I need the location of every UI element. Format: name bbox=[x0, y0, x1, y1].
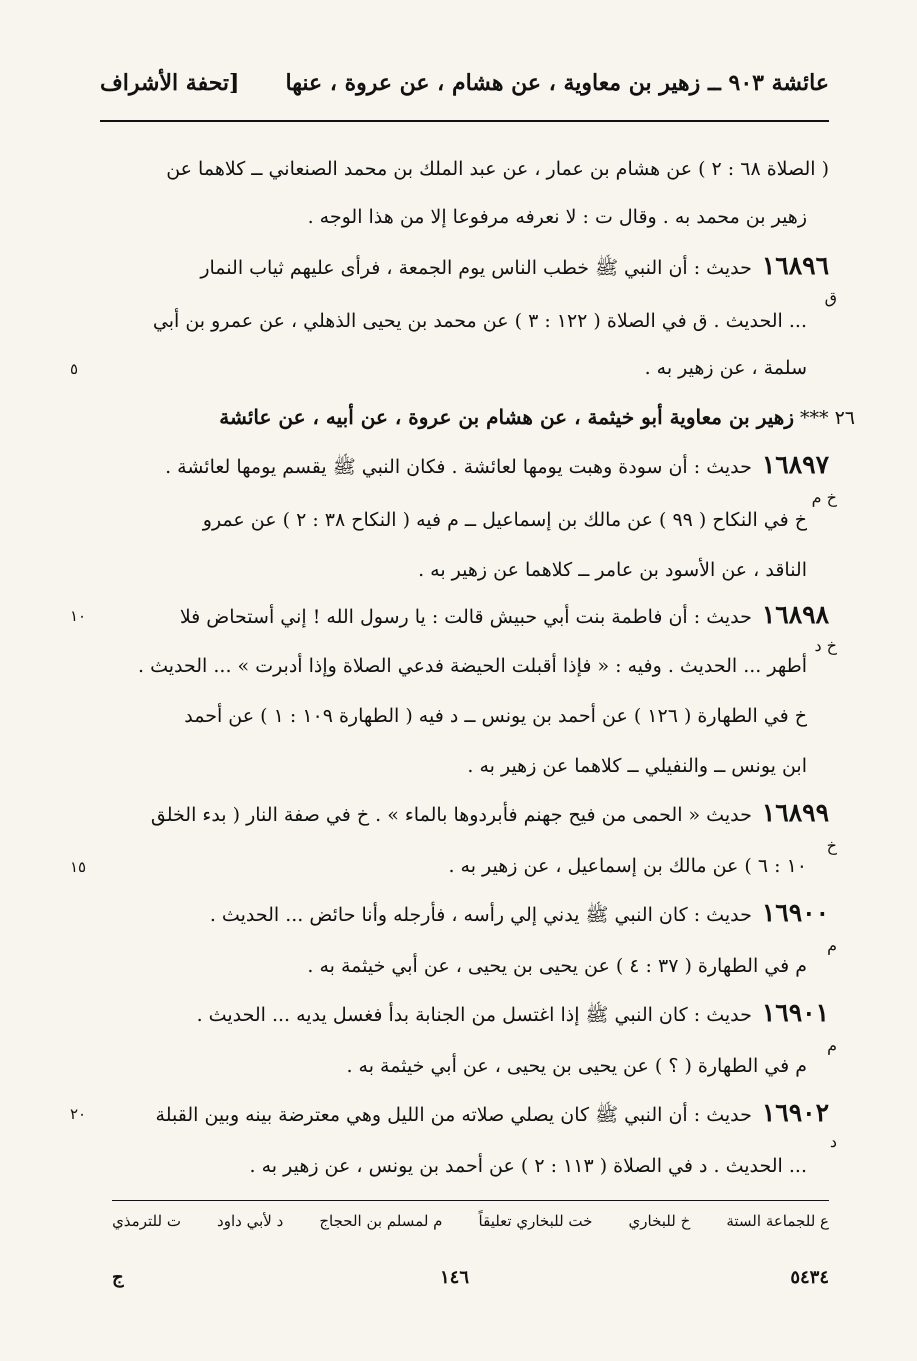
abbreviation-key bbox=[112, 1212, 829, 1230]
chain-title: زهير بن معاوية أبو خيثمة ، عن هشام بن عروة ، عن أبيه ، عن عائشة bbox=[219, 405, 794, 429]
text-line: ابن يونس ــ والنفيلي ــ كلاهما عن زهير به . bbox=[467, 755, 807, 777]
abbreviation: ت للترمذي bbox=[112, 1212, 181, 1230]
siglum: د bbox=[829, 1132, 837, 1151]
hadith-entry bbox=[110, 1100, 829, 1128]
text-line: سلمة ، عن زهير به . bbox=[644, 357, 807, 379]
siglum: م bbox=[827, 936, 837, 955]
text-line: م في الطهارة ( ؟ ) عن يحيى بن يحيى ، عن أبي خيثمة به . bbox=[346, 1055, 807, 1077]
text-line: حديث : كان النبي ﷺ إذا اغتسل من الجنابة بدأ فغسل يديه ... الحديث . bbox=[196, 1004, 752, 1026]
page-number: ١٤٦ bbox=[440, 1267, 470, 1288]
line-number: ٢٠ bbox=[70, 1105, 87, 1123]
siglum: خ م bbox=[811, 488, 837, 507]
abbreviation: د لأبي داود bbox=[217, 1212, 284, 1230]
abbreviation: خ للبخاري bbox=[628, 1212, 691, 1230]
hadith-entry bbox=[110, 253, 829, 281]
siglum: ق bbox=[824, 288, 837, 307]
text-line: حديث : كان النبي ﷺ يدني إلي رأسه ، فأرجله وأنا حائض ... الحديث . bbox=[209, 904, 752, 926]
hadith-number: ١٦٨٩٨ bbox=[761, 600, 829, 629]
footnote-rule bbox=[112, 1200, 829, 1201]
text-line: حديث : أن فاطمة بنت أبي حبيش قالت : يا رسول الله ! إني أستحاض فلا bbox=[179, 606, 752, 628]
text-line: حديث : أن النبي ﷺ خطب الناس يوم الجمعة ، فرأى عليهم ثياب النمار bbox=[200, 257, 752, 279]
line-number: ١٥ bbox=[70, 858, 87, 876]
text-line: خ في الطهارة ( ١٢٦ ) عن أحمد بن يونس ــ د فيه ( الطهارة ١٠٩ : ١ ) عن أحمد bbox=[184, 705, 807, 727]
hadith-entry bbox=[110, 602, 829, 630]
text-line: حديث : أن سودة وهبت يومها لعائشة . فكان النبي ﷺ يقسم يومها لعائشة . bbox=[165, 456, 752, 478]
hadith-number: ١٦٩٠٠ bbox=[761, 898, 829, 927]
abbreviation: م لمسلم بن الحجاج bbox=[319, 1212, 443, 1230]
hadith-entry bbox=[110, 452, 829, 480]
narrator-chain-heading bbox=[110, 404, 855, 431]
text-line: حديث « الحمى من فيح جهنم فأبردوها بالماء » . خ في صفة النار ( بدء الخلق bbox=[150, 804, 752, 826]
abbreviation: ع للجماعة الستة bbox=[726, 1212, 829, 1230]
text-line: م في الطهارة ( ٣٧ : ٤ ) عن يحيى بن يحيى ، عن أبي خيثمة به . bbox=[307, 955, 807, 977]
text-line: الناقد ، عن الأسود بن عامر ــ كلاهما عن زهير به . bbox=[418, 559, 807, 581]
siglum: م bbox=[827, 1036, 837, 1055]
volume-mark: ج bbox=[112, 1267, 124, 1288]
text-line: ... الحديث . ق في الصلاة ( ١٢٢ : ٣ ) عن محمد بن يحيى الذهلي ، عن عمرو بن أبي bbox=[152, 310, 807, 332]
hadith-number: ١٦٩٠١ bbox=[761, 998, 829, 1027]
hadith-number: ١٦٨٩٩ bbox=[761, 798, 829, 827]
text-line: ١٠ : ٦ ) عن مالك بن إسماعيل ، عن زهير به . bbox=[448, 855, 807, 877]
siglum: خ د bbox=[814, 636, 837, 655]
siglum: خ bbox=[826, 836, 837, 855]
abbreviation: خت للبخاري تعليقاً bbox=[478, 1212, 593, 1230]
text-line: زهير بن محمد به . وقال ت : لا نعرفه مرفوعا إلا من هذا الوجه . bbox=[307, 206, 807, 228]
hadith-entry bbox=[110, 800, 829, 828]
text-line: خ في النكاح ( ٩٩ ) عن مالك بن إسماعيل ــ م فيه ( النكاح ٣٨ : ٢ ) عن عمرو bbox=[202, 509, 807, 531]
header-rule bbox=[100, 120, 829, 122]
section-number: ٢٦ *** bbox=[800, 407, 855, 429]
text-line: حديث : أن النبي ﷺ كان يصلي صلاته من الليل وهي معترضة بينه وبين القبلة bbox=[155, 1104, 752, 1126]
text-line: ( الصلاة ٦٨ : ٢ ) عن هشام بن عمار ، عن عبد الملك بن محمد الصنعاني ــ كلاهما عن bbox=[166, 158, 829, 180]
text-line: أطهر ... الحديث . وفيه : « فإذا أقبلت الحيضة فدعي الصلاة وإذا أدبرت » ... الحديث . bbox=[138, 655, 807, 677]
hadith-number: ١٦٨٩٧ bbox=[761, 450, 829, 479]
running-header-book: [تحفة الأشراف bbox=[100, 70, 240, 96]
hadith-entry bbox=[110, 900, 829, 928]
line-number: ٥ bbox=[70, 360, 79, 378]
running-header-title: عائشة ٩٠٣ ــ زهير بن معاوية ، عن هشام ، عن عروة ، عنها bbox=[285, 70, 829, 96]
hadith-entry bbox=[110, 1000, 829, 1028]
edition-number: ٥٤٣٤ bbox=[790, 1267, 829, 1288]
line-number: ١٠ bbox=[70, 607, 87, 625]
hadith-number: ١٦٨٩٦ bbox=[761, 251, 829, 280]
hadith-number: ١٦٩٠٢ bbox=[761, 1098, 829, 1127]
text-line: ... الحديث . د في الصلاة ( ١١٣ : ٢ ) عن أحمد بن يونس ، عن زهير به . bbox=[249, 1155, 807, 1177]
